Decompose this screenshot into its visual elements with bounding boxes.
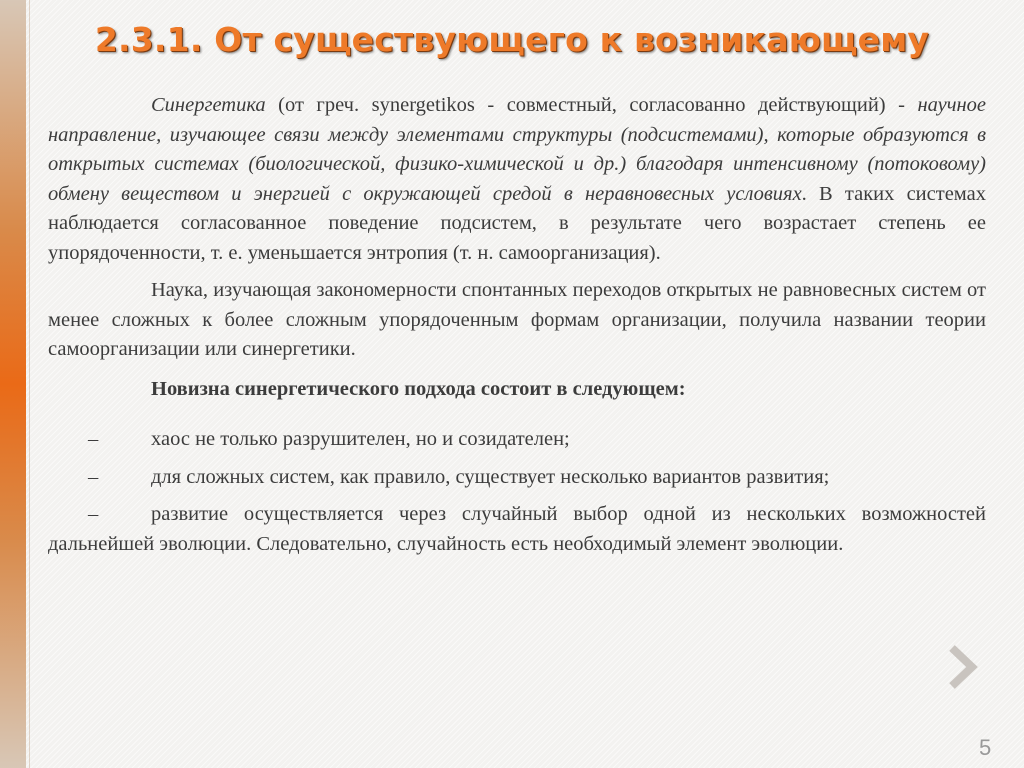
left-divider-line <box>29 0 30 768</box>
list-item-text: хаос не только разрушителен, но и созидателен; <box>151 428 570 450</box>
list-item-text: для сложных систем, как правило, существует несколько вариантов развития; <box>151 465 830 488</box>
paragraph-self-organization: Наука, изучающая закономерности спонтанных переходов открытых не равновесных систем от менее сложных к более сложным упорядоченным формам организации, получила названии теории самоорганизации или синергетики. <box>48 279 986 360</box>
chevron-right-icon <box>942 644 982 690</box>
page-number: 5 <box>979 735 992 760</box>
slide-title: 2.3.1. От существующего к возникающему <box>94 20 930 59</box>
paragraph-synergetics-definition <box>48 91 986 268</box>
list-item <box>48 463 986 493</box>
list-dash: – <box>88 465 99 488</box>
list-item <box>48 425 986 455</box>
definition-italic: научное направление, изучающее связи между элементами структуры (подсистемами), которые образуются в открытых системах (биологической, физико-химической и др.) благодаря интенсивному (потоковому) обмену веществом и энергией с окружающей средой в неравновесных условиях <box>48 94 986 205</box>
definition-continuation: . В таких системах наблюдается согласованное поведение подсистем, в результате чего возрастает степень ее упорядоченности, т. е. уменьшается энтропия (т. н. самоорганизация). <box>48 182 986 264</box>
novelty-heading: Новизна синергетического подхода состоит в следующем: <box>151 377 686 400</box>
slide-body <box>48 91 986 559</box>
next-slide-button[interactable] <box>942 644 982 690</box>
list-dash: – <box>88 428 99 450</box>
term-synergetics: Синергетика <box>151 94 266 116</box>
definition-intro: (от греч. synergetikos - совместный, согласованно действующий) - <box>265 94 918 116</box>
list-item <box>48 500 986 559</box>
list-item-text: развитие осуществляется через случайный выбор одной из нескольких возможностей дальнейшей эволюции. Следовательно, случайность есть необходимый элемент эволюции. <box>48 503 986 555</box>
list-dash: – <box>88 503 99 525</box>
left-accent-bar <box>0 0 26 768</box>
